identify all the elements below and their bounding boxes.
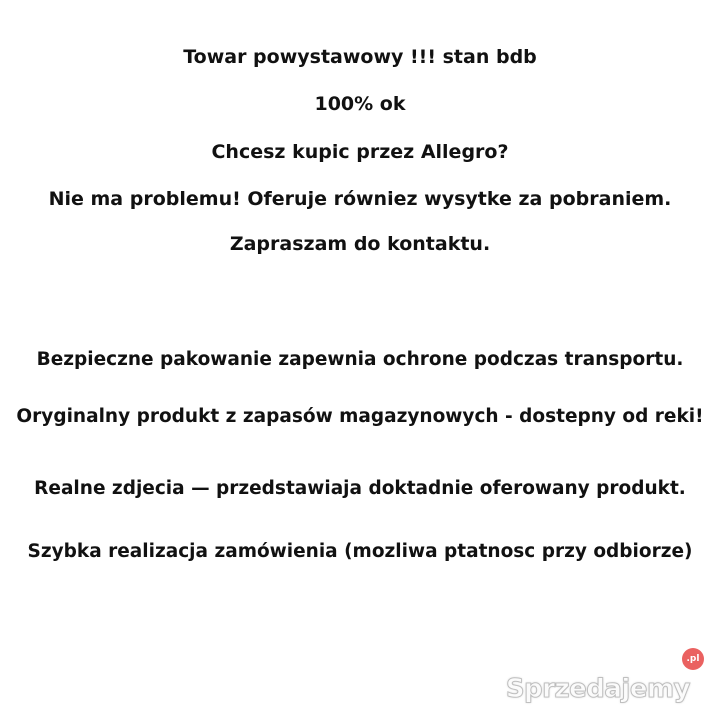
watermark-brand-text: Sprzedajemy — [505, 674, 690, 704]
text-line-safe-packing: Bezpieczne pakowanie zapewnia ochrone podczas transportu. — [36, 349, 684, 370]
sprzedajemy-watermark — [505, 654, 700, 704]
text-line-real-photos: Realne zdjecia — przedstawiaja doktadnie oferowany produkt. — [34, 478, 686, 499]
text-line-cash-on-delivery: Nie ma problemu! Oferuje równiez wysytke za pobraniem. — [48, 188, 672, 210]
text-line-original-product: Oryginalny produkt z zapasów magazynowych - dostepny od reki! — [16, 406, 704, 427]
text-line-ok: 100% ok — [314, 93, 406, 115]
text-line-contact: Zapraszam do kontaktu. — [229, 233, 491, 255]
text-line-condition: Towar powystawowy !!! stan bdb — [183, 46, 537, 68]
watermark-tld-badge: .pl — [682, 648, 704, 670]
text-line-fast-delivery: Szybka realizacja zamówienia (mozliwa ptatnosc przy odbiorze) — [27, 541, 693, 562]
text-line-allegro-question: Chcesz kupic przez Allegro? — [211, 141, 509, 163]
